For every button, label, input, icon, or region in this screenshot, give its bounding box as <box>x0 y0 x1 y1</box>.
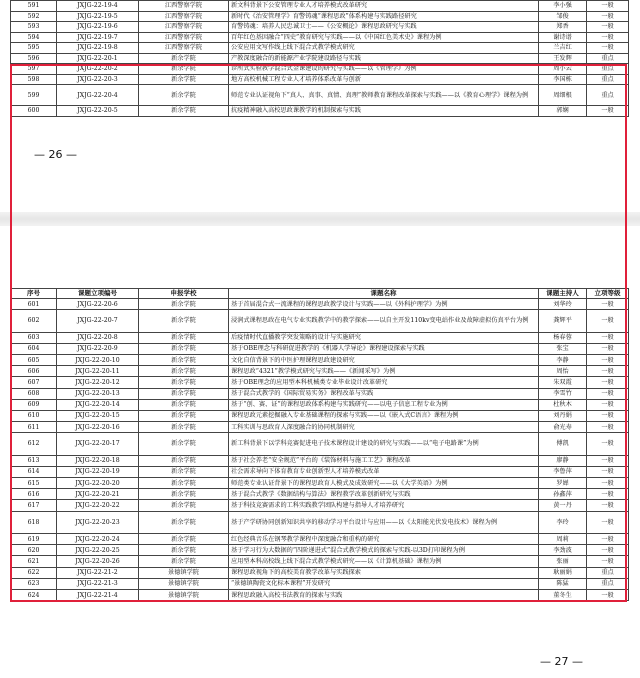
cell-host: 俞光寿 <box>539 422 587 433</box>
cell-title: 基于首届混合式一流课程的课程思政教学设计与实践——以《外科护理学》为例 <box>229 299 539 310</box>
cell-code: JXJG-22-20-6 <box>57 299 139 310</box>
cell-school: 新余学院 <box>139 511 229 533</box>
cell-level: 一般 <box>587 366 629 377</box>
cell-no: 601 <box>11 299 57 310</box>
cell-title: 基于混合式教学的《国际贸易实务》课程改革与实践 <box>229 388 539 399</box>
header-level: 立项等级 <box>587 289 629 299</box>
cell-title: 诊所式实验教学混合式金课建设的研究与实践——以《管理学》为例 <box>229 64 539 75</box>
cell-code: JXJG-22-20-23 <box>57 511 139 533</box>
cell-code: JXJG-22-20-15 <box>57 410 139 421</box>
table-row <box>11 578 629 589</box>
cell-code: JXJG-22-20-2 <box>57 64 139 75</box>
table-row <box>11 85 629 106</box>
cell-no: 618 <box>11 511 57 533</box>
cell-level: 一般 <box>587 511 629 533</box>
cell-no: 614 <box>11 466 57 477</box>
cell-title: 百年红色基因融合“四史”教育研究与实践——以《中国红色美术史》课程为例 <box>229 32 539 43</box>
cell-school: 新余学院 <box>139 85 229 106</box>
cell-host: 张丽 <box>539 556 587 567</box>
cell-host: 耿丽娟 <box>539 567 587 578</box>
cell-level: 一般 <box>587 500 629 511</box>
cell-title: “景德镇陶瓷文化标本课程”开发研究 <box>229 578 539 589</box>
cell-code: JXJG-22-21-3 <box>57 578 139 589</box>
cell-no: 611 <box>11 422 57 433</box>
cell-no: 591 <box>11 1 57 12</box>
table-row <box>11 310 629 332</box>
cell-host: 罗婵 <box>539 478 587 489</box>
cell-code: JXJG-22-20-1 <box>57 53 139 64</box>
cell-level: 一般 <box>587 455 629 466</box>
cell-code: JXJG-22-20-7 <box>57 310 139 332</box>
cell-level: 重点 <box>587 567 629 578</box>
cell-no: 595 <box>11 43 57 54</box>
cell-no: 604 <box>11 343 57 354</box>
cell-level: 重点 <box>587 64 629 75</box>
cell-level: 一般 <box>587 332 629 343</box>
cell-school: 新余学院 <box>139 388 229 399</box>
cell-school: 新余学院 <box>139 399 229 410</box>
cell-host: 郭娴 <box>539 106 587 117</box>
table-row <box>11 299 629 310</box>
cell-code: JXJG-22-19-7 <box>57 32 139 43</box>
cell-no: 607 <box>11 377 57 388</box>
cell-title: 抗疫精神融入高校思政课教学的机制探索与实践 <box>229 106 539 117</box>
cell-school: 景德镇学院 <box>139 567 229 578</box>
cell-school: 新余学院 <box>139 410 229 421</box>
cell-code: JXJG-22-20-26 <box>57 556 139 567</box>
cell-level: 一般 <box>587 11 629 22</box>
cell-host: 刘华玲 <box>539 299 587 310</box>
header-school: 申报学校 <box>139 289 229 299</box>
cell-no: 600 <box>11 106 57 117</box>
cell-host: 杨春蓉 <box>539 332 587 343</box>
cell-host: 郑香 <box>539 22 587 33</box>
cell-title: 基于“创、赛、证”的课程思政体系构建与实践研究——以电子信息工程专业为例 <box>229 399 539 410</box>
cell-no: 603 <box>11 332 57 343</box>
cell-school: 新余学院 <box>139 545 229 556</box>
cell-no: 598 <box>11 74 57 85</box>
cell-level: 一般 <box>587 533 629 544</box>
cell-no: 608 <box>11 388 57 399</box>
cell-level: 重点 <box>587 578 629 589</box>
cell-code: JXJG-22-19-4 <box>57 1 139 12</box>
cell-host: 周莉 <box>539 533 587 544</box>
cell-host: 陈猛 <box>539 578 587 589</box>
cell-code: JXJG-22-20-3 <box>57 74 139 85</box>
cell-school: 新余学院 <box>139 433 229 455</box>
main-project-table <box>10 288 629 601</box>
cell-host: 兰吉红 <box>539 43 587 54</box>
cell-school: 景德镇学院 <box>139 589 229 600</box>
top-project-table <box>10 0 629 117</box>
cell-school: 新余学院 <box>139 422 229 433</box>
cell-title: 育警铸魂：培养人民忠诚卫士——《公安概论》课程思政研究与实践 <box>229 22 539 33</box>
table-row <box>11 500 629 511</box>
table-row <box>11 422 629 433</box>
cell-no: 619 <box>11 533 57 544</box>
cell-school: 新余学院 <box>139 455 229 466</box>
cell-school: 新余学院 <box>139 74 229 85</box>
cell-level: 一般 <box>587 354 629 365</box>
cell-level: 一般 <box>587 399 629 410</box>
cell-level: 重点 <box>587 74 629 85</box>
cell-code: JXJG-22-21-2 <box>57 567 139 578</box>
cell-title: 社会需求导向下体育教育专业创新型人才培养模式改革 <box>229 466 539 477</box>
cell-no: 623 <box>11 578 57 589</box>
cell-level: 一般 <box>587 43 629 54</box>
cell-no: 597 <box>11 64 57 75</box>
cell-title: 地方高校机械工程专业人才培养体系改革与创新 <box>229 74 539 85</box>
cell-title: 基于产学研协同创新知识共享的移动学习平台设计与应用——以《太阳能光伏发电技术》课程为例 <box>229 511 539 533</box>
cell-school: 江西警察学院 <box>139 32 229 43</box>
main-table-body <box>11 299 629 601</box>
table-row <box>11 354 629 365</box>
cell-title: 师范专业认证视角下“真人、真事、真情、真理”教师教育课程改革探索与实践——以《教育心理学》课程为例 <box>229 85 539 106</box>
cell-code: JXJG-22-20-13 <box>57 388 139 399</box>
cell-school: 新余学院 <box>139 354 229 365</box>
cell-code: JXJG-22-20-17 <box>57 433 139 455</box>
cell-no: 613 <box>11 455 57 466</box>
cell-host: 傅凯 <box>539 433 587 455</box>
cell-level: 一般 <box>587 489 629 500</box>
cell-title: 文化自信背景下的中医护理课程思政建设研究 <box>229 354 539 365</box>
cell-school: 江西警察学院 <box>139 43 229 54</box>
cell-host: 黄一丹 <box>539 500 587 511</box>
cell-code: JXJG-22-20-20 <box>57 478 139 489</box>
cell-title: 基于科技竞赛需求的工科实践教学团队构建与指导人才培养研究 <box>229 500 539 511</box>
cell-title: 基于社会养老“安全规范”平台的《装饰材料与施工工艺》课程改革 <box>229 455 539 466</box>
cell-code: JXJG-22-21-4 <box>57 589 139 600</box>
cell-level: 一般 <box>587 310 629 332</box>
table-row <box>11 343 629 354</box>
cell-host: 谢诗谱 <box>539 32 587 43</box>
cell-no: 605 <box>11 354 57 365</box>
cell-no: 606 <box>11 366 57 377</box>
header-host: 课题主持人 <box>539 289 587 299</box>
cell-host: 李鲁萍 <box>539 466 587 477</box>
cell-code: JXJG-22-19-6 <box>57 22 139 33</box>
table-row <box>11 410 629 421</box>
cell-title: 应用型本科高校线上线下混合式教学模式研究——以《计算机基础》课程为例 <box>229 556 539 567</box>
cell-school: 新余学院 <box>139 332 229 343</box>
table-row <box>11 511 629 533</box>
cell-code: JXJG-22-20-24 <box>57 533 139 544</box>
table-row <box>11 32 629 43</box>
cell-host: 李雪竹 <box>539 388 587 399</box>
top-table-body <box>11 1 629 117</box>
cell-host: 杜秋木 <box>539 399 587 410</box>
cell-school: 新余学院 <box>139 106 229 117</box>
cell-title: 基于学习行为大数据的“四阶递进式”混合式教学模式的探索与实践-以3D打印课程为例 <box>229 545 539 556</box>
cell-host: 孙鑫萍 <box>539 489 587 500</box>
page-divider <box>0 212 640 226</box>
table-row <box>11 53 629 64</box>
cell-host: 龚辉平 <box>539 310 587 332</box>
cell-title: 新文科背景下公安管理专业人才培养模式改革研究 <box>229 1 539 12</box>
cell-school: 新余学院 <box>139 377 229 388</box>
cell-level: 一般 <box>587 377 629 388</box>
cell-code: JXJG-22-20-8 <box>57 332 139 343</box>
cell-school: 新余学院 <box>139 500 229 511</box>
table-row <box>11 478 629 489</box>
cell-title: 新工科背景下以学科竞赛促进电子技术课程设计建设的研究与实践——以“电子电路课”为例 <box>229 433 539 455</box>
cell-title: 课程思政“4321”教学模式研究与实践——《新闻采写》为例 <box>229 366 539 377</box>
cell-title: 课程思政元素挖掘融入专业基础课程的探索与实践——以《嵌入式C语言》课程为例 <box>229 410 539 421</box>
table-row <box>11 433 629 455</box>
table-row <box>11 22 629 33</box>
cell-school: 江西警察学院 <box>139 11 229 22</box>
cell-level: 重点 <box>587 85 629 106</box>
cell-title: 公安应用文写作线上线下混合式教学模式研究 <box>229 43 539 54</box>
table-row <box>11 377 629 388</box>
table-row <box>11 11 629 22</box>
cell-code: JXJG-22-20-25 <box>57 545 139 556</box>
cell-host: 李国栋 <box>539 74 587 85</box>
cell-no: 609 <box>11 399 57 410</box>
cell-host: 刘丹娟 <box>539 410 587 421</box>
cell-no: 593 <box>11 22 57 33</box>
table-row <box>11 106 629 117</box>
cell-school: 新余学院 <box>139 533 229 544</box>
header-title: 课题名称 <box>229 289 539 299</box>
cell-code: JXJG-22-20-10 <box>57 354 139 365</box>
cell-school: 新余学院 <box>139 489 229 500</box>
cell-title: 产教深度融合的新能源产业学院建设路径与实践 <box>229 53 539 64</box>
cell-school: 江西警察学院 <box>139 22 229 33</box>
cell-no: 615 <box>11 478 57 489</box>
cell-level: 一般 <box>587 388 629 399</box>
cell-host: 周小云 <box>539 64 587 75</box>
table-row <box>11 533 629 544</box>
cell-code: JXJG-22-19-5 <box>57 11 139 22</box>
cell-level: 重点 <box>587 53 629 64</box>
cell-no: 624 <box>11 589 57 600</box>
cell-level: 一般 <box>587 22 629 33</box>
table-row <box>11 74 629 85</box>
cell-code: JXJG-22-20-14 <box>57 399 139 410</box>
table-row <box>11 556 629 567</box>
cell-code: JXJG-22-20-11 <box>57 366 139 377</box>
cell-school: 江西警察学院 <box>139 1 229 12</box>
cell-no: 616 <box>11 489 57 500</box>
cell-title: 浸润式课程思政在电气专业实践教学中的教学探索——以自主开发110kv变电站作业及故障虚拟仿真平台为例 <box>229 310 539 332</box>
cell-host: 张宝 <box>539 343 587 354</box>
cell-level: 一般 <box>587 556 629 567</box>
cell-host: 董冬生 <box>539 589 587 600</box>
cell-level: 一般 <box>587 478 629 489</box>
cell-no: 596 <box>11 53 57 64</box>
cell-level: 一般 <box>587 589 629 600</box>
cell-host: 邹俊 <box>539 11 587 22</box>
header-no: 序号 <box>11 289 57 299</box>
cell-code: JXJG-22-20-19 <box>57 466 139 477</box>
table-row <box>11 64 629 75</box>
cell-school: 景德镇学院 <box>139 578 229 589</box>
cell-level: 一般 <box>587 1 629 12</box>
cell-school: 新余学院 <box>139 478 229 489</box>
cell-no: 617 <box>11 500 57 511</box>
cell-school: 新余学院 <box>139 366 229 377</box>
cell-title: 工科实训与思政育人深度融合的协同机制研究 <box>229 422 539 433</box>
cell-level: 一般 <box>587 422 629 433</box>
cell-level: 一般 <box>587 106 629 117</box>
table-row <box>11 545 629 556</box>
cell-title: 课程思政融入高校书法教育的探索与实践 <box>229 589 539 600</box>
page-number-27: — 27 — <box>540 655 583 668</box>
cell-host: 李玲 <box>539 511 587 533</box>
cell-code: JXJG-22-20-21 <box>57 489 139 500</box>
cell-level: 一般 <box>587 343 629 354</box>
cell-school: 新余学院 <box>139 310 229 332</box>
cell-no: 622 <box>11 567 57 578</box>
cell-code: JXJG-22-20-5 <box>57 106 139 117</box>
cell-level: 一般 <box>587 32 629 43</box>
table-row <box>11 43 629 54</box>
cell-host: 廖静 <box>539 455 587 466</box>
table-row <box>11 388 629 399</box>
cell-host: 王发辉 <box>539 53 587 64</box>
cell-level: 一般 <box>587 299 629 310</box>
cell-no: 594 <box>11 32 57 43</box>
cell-title: 基于OBE理念的应用型本科机械类专业毕业设计改革研究 <box>229 377 539 388</box>
cell-host: 朱双霞 <box>539 377 587 388</box>
cell-title: 基于混合式教学《数据结构与算法》课程教学改革创新研究与实践 <box>229 489 539 500</box>
cell-level: 一般 <box>587 466 629 477</box>
table-row <box>11 332 629 343</box>
cell-host: 李小强 <box>539 1 587 12</box>
cell-title: 红色经典音乐在钢琴教学课程中深度融合和重构的研究 <box>229 533 539 544</box>
cell-title: 后疫情时代直播教学突发策略的设计与实施研究 <box>229 332 539 343</box>
cell-no: 599 <box>11 85 57 106</box>
table-row <box>11 567 629 578</box>
table-row <box>11 366 629 377</box>
cell-code: JXJG-22-20-9 <box>57 343 139 354</box>
cell-host: 李劲波 <box>539 545 587 556</box>
table-row <box>11 589 629 600</box>
cell-no: 620 <box>11 545 57 556</box>
cell-level: 一般 <box>587 433 629 455</box>
table-header-row <box>11 289 629 299</box>
header-code: 课题立项编号 <box>57 289 139 299</box>
cell-no: 610 <box>11 410 57 421</box>
table-row <box>11 455 629 466</box>
cell-no: 592 <box>11 11 57 22</box>
cell-host: 周细根 <box>539 85 587 106</box>
cell-host: 李静 <box>539 354 587 365</box>
cell-level: 一般 <box>587 410 629 421</box>
cell-host: 周怡 <box>539 366 587 377</box>
cell-school: 新余学院 <box>139 64 229 75</box>
cell-school: 新余学院 <box>139 556 229 567</box>
cell-no: 612 <box>11 433 57 455</box>
cell-code: JXJG-22-20-22 <box>57 500 139 511</box>
cell-code: JXJG-22-20-12 <box>57 377 139 388</box>
table-row <box>11 1 629 12</box>
page-number-26: — 26 — <box>34 148 77 161</box>
cell-code: JXJG-22-19-8 <box>57 43 139 54</box>
cell-level: 一般 <box>587 545 629 556</box>
cell-code: JXJG-22-20-4 <box>57 85 139 106</box>
cell-school: 新余学院 <box>139 466 229 477</box>
cell-school: 新余学院 <box>139 343 229 354</box>
cell-code: JXJG-22-20-18 <box>57 455 139 466</box>
cell-title: 新时代《治安管理学》育警铸魂“课程思政”体系构建与实践路径研究 <box>229 11 539 22</box>
table-row <box>11 466 629 477</box>
cell-school: 新余学院 <box>139 53 229 64</box>
cell-title: 师范类专业认证背景下的课程思政育人模式及成效研究——以《大学英语》为例 <box>229 478 539 489</box>
table-row <box>11 489 629 500</box>
cell-no: 602 <box>11 310 57 332</box>
cell-title: 基于OBE理念与科研促进教学的《机器人学导论》课程建设探索与实践 <box>229 343 539 354</box>
cell-title: 课程思政视角下的高校美育教学改革与实践探索 <box>229 567 539 578</box>
cell-no: 621 <box>11 556 57 567</box>
cell-school: 新余学院 <box>139 299 229 310</box>
table-row <box>11 399 629 410</box>
cell-code: JXJG-22-20-16 <box>57 422 139 433</box>
